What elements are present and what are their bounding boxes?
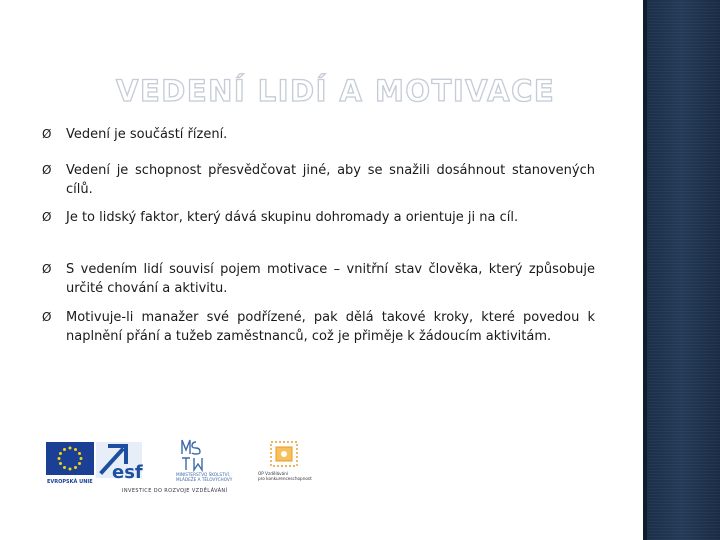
bullet-text: Vedení je součástí řízení.	[66, 127, 228, 142]
bullet-arrow-icon: Ø	[42, 163, 52, 177]
bullet-text: Motivuje-li manažer své podřízené, pak dělá takové kroky, které povedou k naplnění přání a tužeb zaměstnanců, což je přiměje k žádoucím aktivitám.	[66, 310, 595, 344]
esf-label: esf	[112, 462, 143, 483]
bullet-item	[42, 308, 595, 346]
eu-label: EVROPSKÁ UNIE	[47, 479, 93, 484]
bullet-text: Je to lidský faktor, který dává skupinu dohromady a orientuje ji na cíl.	[66, 210, 519, 225]
bullet-arrow-icon: Ø	[42, 310, 52, 324]
logos-caption: INVESTICE DO ROZVOJE VZDĚLÁVÁNÍ	[122, 488, 228, 494]
bullet-item	[42, 208, 595, 227]
decorative-sidebar	[643, 0, 720, 540]
eu-flag-logo	[46, 442, 94, 484]
bullet-arrow-icon: Ø	[42, 127, 52, 141]
op-label: OP Vzdělávání	[258, 471, 289, 476]
sidebar-texture	[643, 0, 720, 540]
bullet-item	[42, 125, 595, 144]
slide-title: VEDENÍ LIDÍ A MOTIVACE	[116, 74, 556, 108]
sidebar-edge	[643, 0, 647, 540]
msmt-label: MINISTERSTVO ŠKOLSTVÍ,	[176, 472, 231, 477]
msmt-logo	[174, 436, 248, 484]
op-label-2: pro konkurenceschopnost	[258, 476, 312, 481]
bullet-item	[42, 260, 595, 298]
msmt-label-2: MLÁDEŽE A TĚLOVÝCHOVY	[176, 477, 233, 482]
bullet-arrow-icon: Ø	[42, 262, 52, 276]
bullet-item	[42, 161, 595, 199]
bullet-text: S vedením lidí souvisí pojem motivace – vnitřní stav člověka, který způsobuje určité chování a aktivitu.	[66, 262, 595, 296]
funding-logos	[46, 436, 316, 496]
bullet-arrow-icon: Ø	[42, 210, 52, 224]
bullet-text: Vedení je schopnost přesvědčovat jiné, aby se snažili dosáhnout stanovených cílů.	[66, 163, 595, 197]
bullet-list	[42, 125, 595, 346]
esf-logo	[96, 438, 144, 484]
op-vk-logo	[256, 438, 314, 484]
